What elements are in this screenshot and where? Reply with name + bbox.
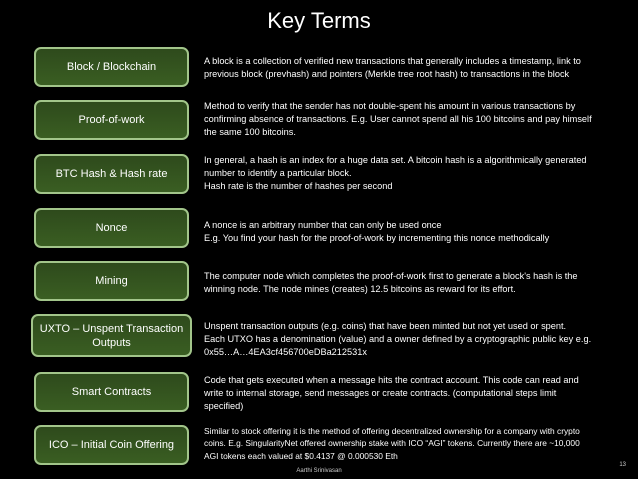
term-box-smart-contracts (34, 372, 189, 412)
definition-btc-hash (204, 154, 624, 194)
slide-title: Key Terms (267, 8, 371, 33)
definition-line: Unspent transaction outputs (e.g. coins) that have been minted but not yet used or spent. (204, 321, 567, 331)
definition-line: Similar to stock offering it is the method of offering decentralized ownership for a company with crypto (204, 426, 580, 436)
term-box-ico (34, 425, 189, 465)
definition-line: 0x55…A…4EA3cf456700eDBa212531x (204, 347, 367, 358)
definition-utxo (204, 320, 624, 360)
author-footer: Aarthi Srinivasan (296, 468, 342, 474)
term-label: Mining (95, 275, 128, 287)
definition-smart-contracts (204, 374, 624, 414)
term-box-utxo (31, 314, 192, 357)
definition-line: Method to verify that the sender has not double-spent his amount in various transactions by (204, 101, 576, 111)
definition-line: coins. E.g. SingularityNet offered ownership stake with ICO “AGI” tokens. Currently there are ~10,000 (204, 438, 580, 449)
term-label: Proof-of-work (78, 114, 145, 126)
definition-line: specified) (204, 401, 244, 412)
term-box-proof-of-work (34, 100, 189, 140)
definition-mining (204, 270, 624, 296)
definition-line: previous block (prevhash) and pointers (Merkle tree root hash) to transactions in the block (204, 69, 570, 80)
definition-line: A nonce is an arbitrary number that can only be used once (204, 220, 442, 230)
definition-line: A block is a collection of verified new transactions that generally includes a timestamp, link to (204, 56, 581, 66)
definition-line: In general, a hash is an index for a huge data set. A bitcoin hash is a algorithmically generated (204, 155, 587, 165)
definition-line: winning node. The node mines (creates) 12.5 bitcoins as reward for its effort. (204, 284, 516, 295)
term-box-btc-hash (34, 154, 189, 194)
definition-block-blockchain (204, 55, 624, 81)
term-label: UXTO – Unspent Transaction Outputs (39, 322, 184, 349)
page-number: 13 (619, 462, 626, 468)
term-label: Block / Blockchain (66, 61, 157, 73)
definition-ico (204, 425, 628, 462)
definition-line: confirming absence of transactions. E.g. User cannot spend all his 100 bitcoins and pay himself (204, 114, 592, 125)
definition-line: Each UTXO has a denomination (value) and a owner defined by a cryptographic public key e.g. (204, 334, 592, 345)
definition-line: number to identify a particular block. (204, 168, 352, 179)
term-label: Smart Contracts (71, 386, 152, 398)
definition-line: AGI tokens each valued at $0.4137 @ 0.000530 Eth (204, 450, 398, 461)
term-box-mining (34, 261, 189, 301)
term-label: Nonce (95, 222, 128, 234)
definition-proof-of-work (204, 100, 624, 140)
term-label: ICO – Initial Coin Offering (48, 439, 175, 451)
definition-line: Code that gets executed when a message hits the contract account. This code can read and (204, 375, 579, 385)
definition-line: Hash rate is the number of hashes per second (204, 181, 393, 192)
definition-line: E.g. You find your hash for the proof-of-work by incrementing this nonce methodically (204, 233, 550, 244)
term-box-block-blockchain (34, 47, 189, 87)
term-box-nonce (34, 208, 189, 248)
definition-nonce (204, 219, 624, 245)
definition-line: write to internal storage, send messages or create contracts. (computational steps limit (204, 388, 557, 399)
definition-line: the same 100 bitcoins. (204, 127, 296, 138)
definition-line: The computer node which completes the proof-of-work first to generate a block's hash is the (204, 271, 578, 281)
term-label: BTC Hash & Hash rate (55, 168, 168, 180)
